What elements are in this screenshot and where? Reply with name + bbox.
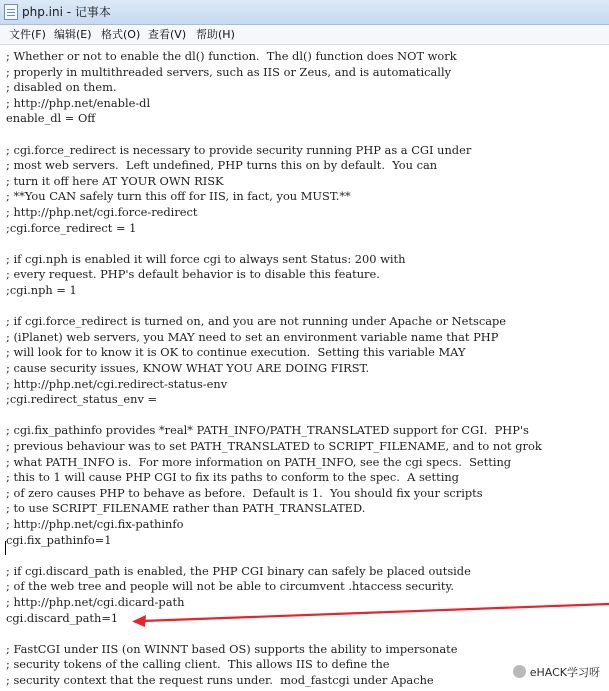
code-line: ; **You CAN safely turn this off for IIS, in fact, you MUST.**: [6, 189, 351, 204]
notepad-icon: [4, 4, 18, 20]
code-line: ; most web servers. Left undefined, PHP turns this on by default. You can: [6, 158, 438, 173]
code-line: ; previous behaviour was to set PATH_TRANSLATED to SCRIPT_FILENAME, and to not grok: [6, 439, 542, 453]
wechat-icon: [513, 665, 526, 678]
code-line: ; http://php.net/cgi.redirect-status-env: [6, 376, 228, 391]
menu-format[interactable]: 格式(O): [101, 28, 141, 41]
code-line: ; if cgi.force_redirect is turned on, and you are not running under Apache or Netscape: [6, 314, 507, 329]
code-line: ; (iPlanet) web servers, you MAY need to set an environment variable name that PHP: [6, 329, 499, 344]
code-line: ; what PATH_INFO is. For more information on PATH_INFO, see the cgi specs. Setting: [6, 454, 512, 469]
code-line: ; properly in multithreaded servers, such as IIS or Zeus, and is automatically: [6, 64, 452, 79]
menu-file[interactable]: 文件(F): [9, 28, 46, 41]
text-caret: [5, 541, 6, 555]
menu-edit[interactable]: 编辑(E): [54, 28, 92, 41]
code-line: cgi.discard_path=1: [6, 610, 119, 625]
code-line: ; every request. PHP's default behavior is to disable this feature.: [6, 267, 380, 282]
code-line: ; http://php.net/enable-dl: [6, 95, 151, 110]
code-line: ; security tokens of the calling client. This allows IIS to define the: [6, 657, 390, 672]
menu-help[interactable]: 帮助(H): [196, 28, 235, 41]
text-editor-area[interactable]: [0, 46, 609, 691]
code-line: ; cgi.force_redirect is necessary to provide security running PHP as a CGI under: [6, 142, 472, 157]
title-bar: [0, 0, 609, 25]
code-line: ; this to 1 will cause PHP CGI to fix its paths to conform to the spec. A setting: [6, 470, 459, 485]
code-line: ; http://php.net/cgi.force-redirect: [6, 205, 198, 219]
code-line: ; Whether or not to enable the dl() function. The dl() function does NOT work: [6, 49, 457, 63]
code-line: ; FastCGI under IIS (on WINNT based OS) supports the ability to impersonate: [6, 641, 458, 656]
menu-view[interactable]: 查看(V): [148, 28, 187, 41]
code-line: ; to use SCRIPT_FILENAME rather than PATH_TRANSLATED.: [6, 501, 366, 516]
watermark: [510, 663, 603, 681]
code-line: ; cause security issues, KNOW WHAT YOU ARE DOING FIRST.: [6, 361, 370, 375]
code-line: ; disabled on them.: [6, 80, 117, 95]
code-line: enable_dl = Off: [6, 111, 96, 126]
code-line: ; will look for to know it is OK to continue execution. Setting this variable MAY: [6, 345, 466, 360]
watermark-text: eHACK学习呀: [529, 666, 600, 679]
code-line: ;cgi.nph = 1: [6, 283, 77, 297]
code-line: ; cgi.fix_pathinfo provides *real* PATH_INFO/PATH_TRANSLATED support for CGI. PHP's: [6, 423, 529, 438]
code-line: ; security context that the request runs under. mod_fastcgi under Apache: [6, 673, 434, 687]
code-line: cgi.fix_pathinfo=1: [6, 532, 112, 547]
window-title: php.ini - 记事本: [22, 5, 111, 19]
code-line: ; if cgi.nph is enabled it will force cgi to always sent Status: 200 with: [6, 251, 406, 266]
code-line: ;cgi.redirect_status_env =: [6, 392, 158, 407]
code-line: ; turn it off here AT YOUR OWN RISK: [6, 173, 224, 188]
menu-bar: [0, 25, 609, 45]
code-line: ; if cgi.discard_path is enabled, the PHP CGI binary can safely be placed outside: [6, 563, 471, 578]
code-line: ;cgi.force_redirect = 1: [6, 220, 137, 235]
code-line: ; of the web tree and people will not be able to circumvent .htaccess security.: [6, 579, 455, 594]
code-line: ; http://php.net/cgi.fix-pathinfo: [6, 517, 184, 531]
code-line: ; http://php.net/cgi.dicard-path: [6, 595, 185, 609]
code-line: ; of zero causes PHP to behave as before. Default is 1. You should fix your scripts: [6, 485, 483, 500]
red-arrow-annotation: [130, 603, 609, 631]
